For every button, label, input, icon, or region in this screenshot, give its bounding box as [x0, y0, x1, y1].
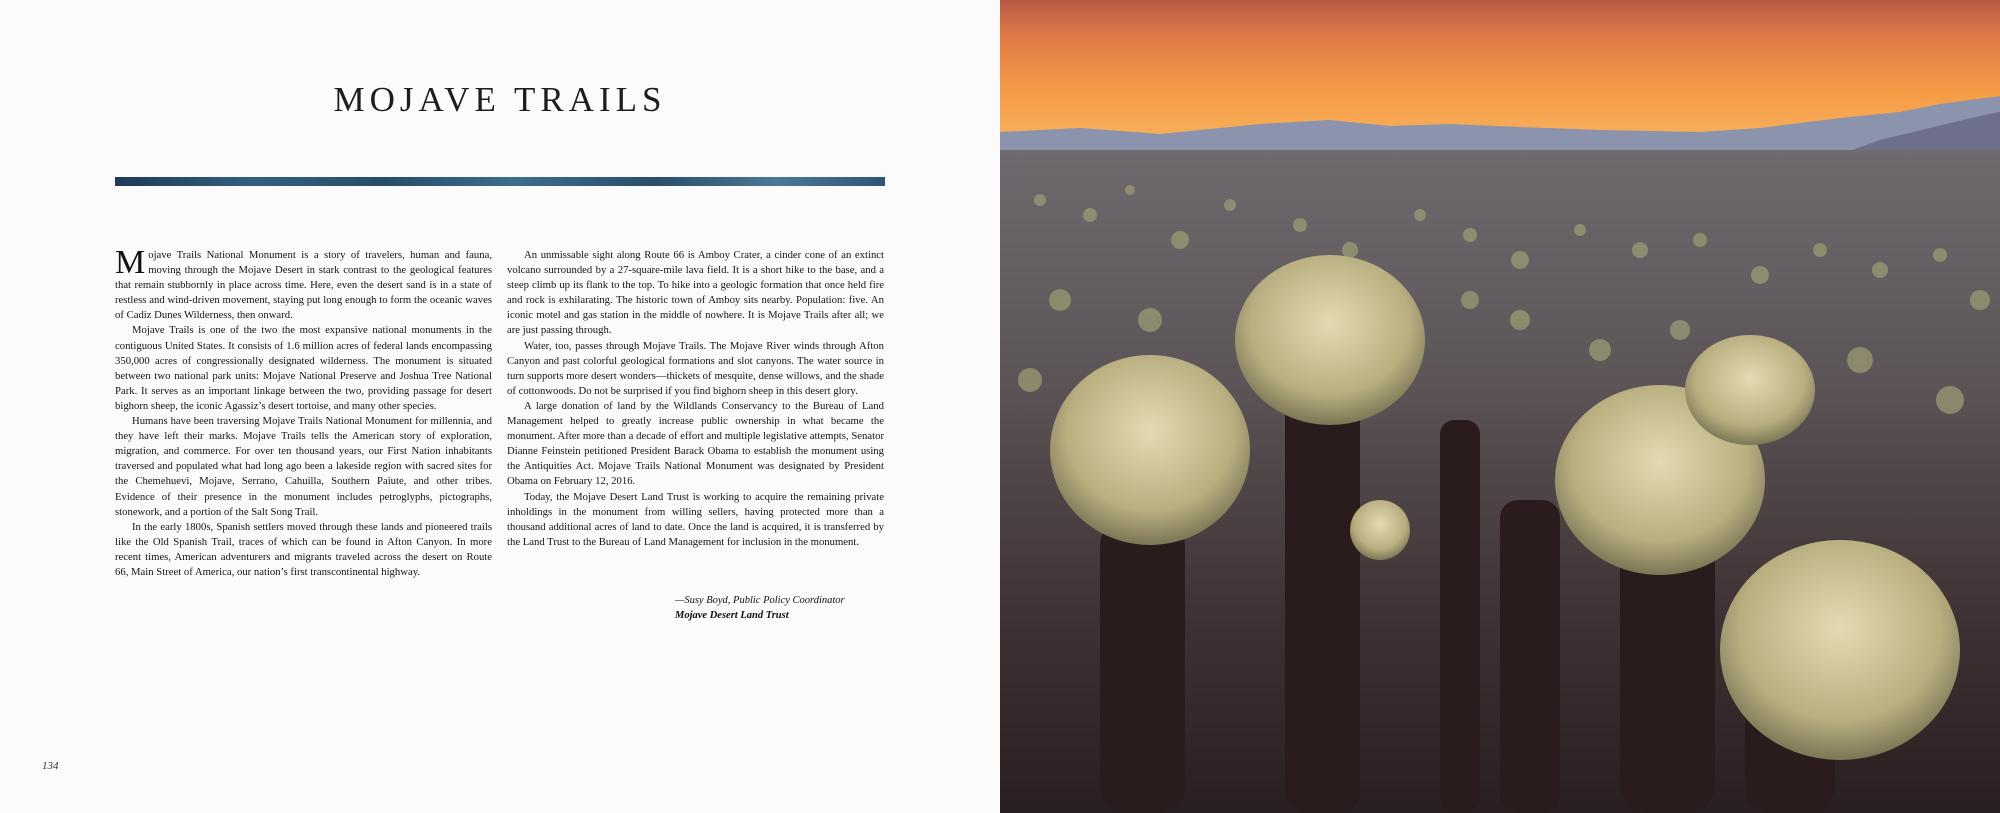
paragraph: Humans have been traversing Mojave Trails National Monument for millennia, and they have left their marks. Mojave Trails tells the American story of exploration, migration, and commerce. For over ten thousand years, our First Nation inhabitants traversed and populated what had long ago been a lakeside region with sacred sites for the Chemehuevi, Mojave, Serrano, Cahuilla, Southern Paiute, and other tribes. Evidence of their presence in the monument includes petroglyphs, pictographs, stonework, and a portion of the Salt Song Trail.: [115, 415, 492, 518]
drop-cap: M: [115, 244, 146, 281]
paragraph: An unmissable sight along Route 66 is Amboy Crater, a cinder cone of an extinct volcano surrounded by a 27-square-mile lava field. It is a short hike to the base, and a steep climb up its flank to the top. To hike into a geologic formation that once held fire and rock is exhilarating. The historic town of Amboy sits nearby. Population: five. An iconic motel and gas station in the middle of nowhere. It is Mojave Trails after all; we are just passing through.: [507, 249, 884, 337]
paragraph: In the early 1800s, Spanish settlers moved through these lands and pioneered trails like the Old Spanish Trail, traces of which can be found in Afton Canyon. In more recent times, American adventurers and migrants traveled across the desert on Route 66, Main Street of America, our nation’s first transcontinental highway.: [115, 520, 492, 578]
text-column-right: [507, 248, 884, 550]
desert-cholla-photo: [1000, 0, 2000, 813]
text-column-left: [115, 244, 492, 580]
paragraph: Water, too, passes through Mojave Trails. The Mojave River winds through Afton Canyon and past colorful geological formations and slot canyons. The water source in turn supports more desert wonders—thickets of mesquite, dense willows, and the shade of cottonwoods. Do not be surprised if you find bighorn sheep in this desert glory.: [507, 339, 884, 397]
page-title: MOJAVE TRAILS: [333, 80, 667, 119]
decorative-photo-band: [115, 177, 885, 186]
paragraph: [115, 244, 492, 323]
attribution: [675, 593, 845, 623]
page-number: 134: [42, 760, 59, 772]
attribution-author: —Susy Boyd, Public Policy Coordinator: [675, 595, 845, 606]
paragraph: Mojave Trails is one of the two the most expansive national monuments in the contiguous United States. It consists of 1.6 million acres of federal lands encompassing 350,000 acres of congressionally designated wilderness. The monument is situated between two national park units: Mojave National Preserve and Joshua Tree National Park. It serves as an important linkage between the two, providing passage for desert bighorn sheep, the iconic Agassiz’s desert tortoise, and many other species.: [115, 324, 492, 412]
paragraph-text: ojave Trails National Monument is a story of travelers, human and fauna, moving through the Mojave Desert in stark contrast to the geological features that remain stubbornly in place across time. Here, even the desert sand is in a state of restless and wind-driven movement, staying put long enough to form the oceanic waves of Cadiz Dunes Wilderness, then onward.: [115, 249, 492, 322]
right-page-photo: [1000, 0, 2000, 813]
paragraph: Today, the Mojave Desert Land Trust is working to acquire the remaining private inholdings in the monument from willing sellers, having protected more than a thousand additional acres of land to date. Once the land is acquired, it is transferred by the Land Trust to the Bureau of Land Management for inclusion in the monument.: [507, 490, 884, 548]
attribution-organization: Mojave Desert Land Trust: [675, 610, 789, 621]
paragraph: A large donation of land by the Wildlands Conservancy to the Bureau of Land Management helped to greatly increase public ownership in what became the monument. After more than a decade of effort and multiple legislative attempts, Senator Dianne Feinstein petitioned President Barack Obama to establish the monument using the Antiquities Act. Mojave Trails National Monument was designated by President Obama on February 12, 2016.: [507, 399, 884, 488]
